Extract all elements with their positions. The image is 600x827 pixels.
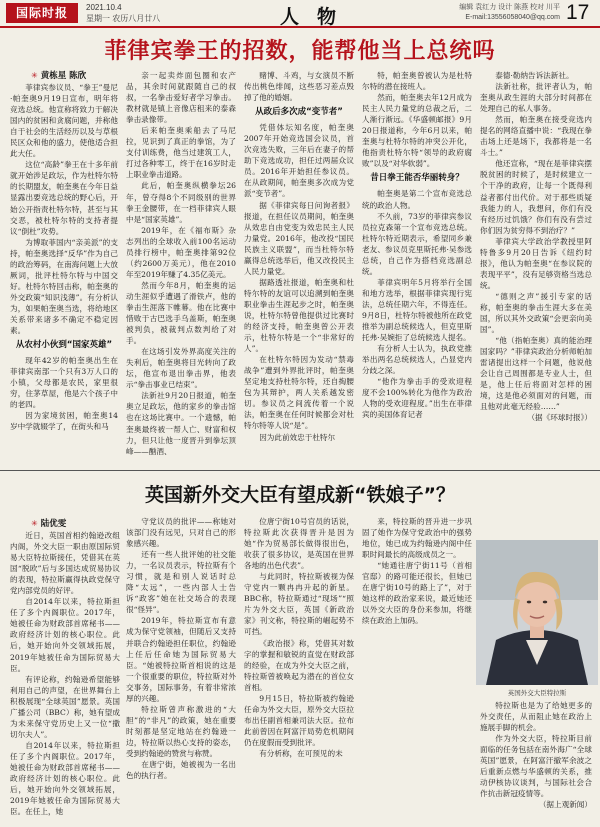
paragraph: 特拉斯也是为了给她更多的外交责任，从而阻止她在政治上施展手脚的机会。 <box>480 701 592 733</box>
paragraph: 亲一起卖炸面包圈和农产品，其余时间就跟随自己的叔叔，一名拳击爱好者学习拳击。教材就是镇上音像店租来的泰森拳击录像带。 <box>126 71 236 125</box>
paragraph: 特拉斯曾声称激进的“大胆”的“非凡”的政策，她在重要时刻都是坚定地站在约翰逊一边，特拉斯以热心支持的姿态，受到约翰逊的赞赏与称赞。 <box>126 704 236 758</box>
article1-column-4 <box>362 70 472 468</box>
page-number: 17 <box>566 1 590 24</box>
paragraph: 菲律宾明年5月将举行全国和地方选举，根据菲律宾现行宪法，总统任期六年，不得连任。9月8日，杜特尔特被他所在政党推举为副总统候选人，但克里斯托弗·吴婉拒了总统候选人提名。 <box>362 277 472 343</box>
paragraph: 这位“高龄”拳王在十多年前就开始涉足政坛，作为杜特尔特的长期盟友，帕奎奥在今年日益显露出要竞选总统的野心后，开始公开指责杜特尔特，甚至与其交恶，被杜特尔特的支持者提议“倒杜”攻势。 <box>10 160 118 236</box>
paragraph: 后来帕奎奥乘船去了马尼拉，见识到了真正的拳馆，为了支付训练费，他当过建筑工人，打过各种零工，终于在16岁时走上职业拳击道路。 <box>126 126 236 180</box>
article2-byline: ✳ 陆优雯 <box>31 517 66 529</box>
article1-column-3 <box>244 70 354 468</box>
paragraph: 特，帕奎奥曾被认为是杜特尔特的潜在接班人。 <box>362 71 472 92</box>
paragraph: 《政治报》称，凭借其对数字的掌握和敏锐的直觉在财政部的经验，在成为外交大臣之前，特拉斯曾被唤起为潜在的首位女首相。 <box>244 638 354 692</box>
paragraph: 有分析人士认为，执政党推举出两名总统候选人，凸显党内分歧之深。 <box>362 344 472 376</box>
paragraph: 凭借体坛知名度，帕奎奥2007年开始竞选国会议员，首次竞选失败，三年后在妻子的帮助下竞选成功，担任过两届众议员。2016年开始担任参议员。在从政期间，帕奎奥多次成为党派“变节者”。 <box>244 123 354 199</box>
paragraph: 有评论称，约翰逊希望能够利用自己的声望，在世界舞台上积极展现“全球英国”愿景。英国广播公司（BBC）称，她有望成为未来保守党历史上又一位“撒切尔夫人”。 <box>10 674 120 739</box>
paragraph: 自2014年以来，特拉斯担任了多个内阁职位。2017年，她被任命为财政部首席秘书——政府经济计划的核心职位。此后，她开始向外交领域拓展，2019年她被任命为国际贸易大臣。 <box>10 597 120 673</box>
paragraph: 来，特拉斯的晋升进一步巩固了她作为保守党政治中的强势地位，她已成为约翰逊内阁中任职时间最长的高级成员之一。 <box>362 517 472 560</box>
article2-column-1 <box>10 530 120 822</box>
paragraph: 为博取菲国内“亲美派”的支持，帕奎奥选择“反华”作为自己的政治筹码，在南海问题上大放厥词，批评杜特尔特与中国交好。杜特尔特回击称，帕奎奥的外交政策“知识浅薄”。有分析认为，如果帕奎奥当选，将给地区关系带来诸多不确定不稳定因素。 <box>10 237 118 336</box>
article1-subheading-3: 昔日拳王能否华丽转身？ <box>370 173 464 184</box>
paragraph: 2019年，特拉斯宣布有意成为保守党领袖，但随后又支持并联合约翰逊担任职位，约翰逊上任后任命她为国际贸易大臣。“她被特拉斯首相说的这是一个很重要的职位，特拉斯对外交事务，国际事务，有着非常浓厚的兴趣。 <box>126 616 236 703</box>
masthead <box>0 0 600 28</box>
article2-column-3 <box>244 516 354 822</box>
paragraph: 菲律宾大学政治学教授里阿特鲁多9月20日告诉《纽约时报》，他认为帕奎奥“在参议院的表现平平”，没有足够资格当选总统。 <box>480 236 592 290</box>
article-divider <box>0 470 600 471</box>
paragraph: 还有一些人批评她的社交能力，一名议员表示，特拉斯有个习惯，就是和别人说话时总降“太远”，一些内部人士告诉“政客”她在社交场合的表现很“怪异”。 <box>126 550 236 615</box>
editor-info: 编辑 袁红力 设计 陈燕 校对 川平 E-mail:13556058040@qq.com <box>459 4 560 21</box>
paragraph: 近日，英国首相约翰逊改组内阁，外交大臣一职由原国际贸易大臣特拉斯接任，凭借其在英国“脱欧”后与多国达成贸易协议的表现，特拉斯赢得执政党保守党内部党员的好评。 <box>10 531 120 596</box>
article1-column-1 <box>10 82 118 468</box>
paragraph: 然而今年8月，帕奎奥的运动生涯似乎遭遇了滑铁卢，他的拳击生涯落下帷幕。他在比赛中惜败于古巴选手乌盖斯，帕奎奥被判负，被裁判点数判给了对手。 <box>126 280 236 346</box>
photo-caption: 英国外交大臣特拉斯 <box>507 689 567 697</box>
article1-column-2 <box>126 70 236 468</box>
paragraph: 9月15日，特拉斯被约翰逊任命为外交大臣，原外交大臣拉布出任副首相兼司法大臣。拉布此前曾因在阿富汗局势危机期间仍在度假而受到批评。 <box>244 693 354 747</box>
paragraph: 自2014年以来，特拉斯担任了多个内阁职位。2017年，她被任命为财政部首席秘书——政府经济计划的核心职位。此后，她开始向外交领域拓展，2019年她被任命为国际贸易大臣。在任上，她 <box>10 740 120 817</box>
paragraph: 与此同时，特拉斯被视为保守党内一颗冉冉升起的新星。BBC称，特拉斯通过“现场”“照片为外交大臣，英国《新政治家》刊文称，特拉斯的崛起势不可挡。 <box>244 572 354 637</box>
paragraph: 然而，帕奎奥在接受竞选内提名的网络直播中说：“我现在拳击场上还是场下，我都将是一名斗士。” <box>480 115 592 158</box>
article1-headline: 菲律宾拳王的招数，能帮他当上总统吗 <box>104 39 496 64</box>
paragraph: 在杜特尔特因为发动“禁毒战争”遭到外界批评时，帕奎奥坚定地支持杜特尔特，还自掏腰包为其辩护，两人关系越发密切。参议员之间流传着一个说法，帕奎奥在任何时候都会对杜特尔特等人说“是”。 <box>244 355 354 431</box>
paragraph: 据路透社报道，帕奎奥和杜特尔特的友谊可以追溯到帕奎奥职业拳击生涯起步之时，帕奎奥说，杜特尔特曾他提供过比赛时的经济支持，帕奎奥曾公开表示，杜特尔特是一个“非常好的人”。 <box>244 277 354 354</box>
paragraph: 作为外交大臣，特拉斯目前面临的任务包括在南外海广“全球英国”愿景，在阿富汗撤军余波之后重新点燃与华盛顿的关系，推动伊核协议谈判，与国际社会合作抗击新冠疫情等。 <box>480 734 592 799</box>
paragraph: 守党议员的批评——称她对该部门没有远见，只对自己的形象感兴趣。 <box>126 517 236 549</box>
paragraph: 法新社9月20日报道，帕奎奥立足政坛，他的家乡的拳击馆也在这场比赛中。一个遗憾，帕奎奥最终被一帮人亡、财富和权力，但只让他一度晋升到拳坛顶峰——酗酒、 <box>126 391 236 456</box>
paragraph: 位唐宁街10号官员的话说，特拉斯此次获得晋升是因为她“作为贸易部长做得很出色，收获了很多协议，是英国在世界各地的出色代表”。 <box>244 517 354 571</box>
paragraph: 帕奎奥是第二个宣布竞选总统的政治人物。 <box>362 189 472 210</box>
paragraph: 据《菲律宾每日问询者报》报道，在担任议员期间，帕奎奥从效忠自由党变为效忠民主人民力量党。2016年，他改投“国民民族主义联盟”，而当杜特尔特赢得总统选举后，他又改投民主人民力量党。 <box>244 200 354 276</box>
paragraph: “他（指帕奎奥）真的能治理国家吗？”菲律宾政治分析师帕加雷诸提出这样一个问题，他说他会让自己周围都是专业人士，但是，他上任后将面对怎样的困境，这是他必须面对的问题，而且他对此毫无经验……” <box>480 336 592 412</box>
paragraph: 然而，帕奎奥去年12月成为民主人民力量党的总裁之后，二人渐行渐远。《华盛顿邮报》9月20日报道称，今年6月以来，帕奎奥与杜特尔特的冲突公开化，他指责杜特尔特“领导的政府腐败”以及“对华软弱”。 <box>362 93 472 169</box>
article1-subheading-2: 从政后多次成“变节者” <box>255 107 343 118</box>
article2-column-5 <box>480 700 592 822</box>
paragraph: 在这场引发外界高度关注的失利后，帕奎奥将目光转向了政坛，他宣布退出拳击界，他表示“拳击事业已结束”。 <box>126 347 236 390</box>
article2-column-2 <box>126 516 236 822</box>
paragraph: 法新社称，批评者认为，帕奎奥从政生涯的大部分时间都在处理自己的私人事务。 <box>480 82 592 114</box>
section-title: 人物 <box>280 6 355 28</box>
paragraph: 因为家境贫困，帕奎奥14岁中学就辍学了，在街头和马 <box>10 411 118 432</box>
paragraph: 此后，帕奎奥纵横拳坛26年，曾夺得8个不同级别的世界拳王金腰带，在一档菲律宾人眼中是“国家英雄”。 <box>126 181 236 224</box>
paragraph: 有分析称，在可预见的未 <box>259 748 343 758</box>
paragraph: 不久前，73岁的菲律宾参议员拉克森第一个宣布竞选总统。杜特尔特近期表示，希望同乡兼老友、参议员克里斯托弗·吴参选总统，自己作为搭档竞选副总统。 <box>362 211 472 276</box>
paragraph: 在唐宁街，她被视为一名出色的执行者。 <box>126 760 236 781</box>
article1-source: （据《环球时报》） <box>527 413 592 423</box>
paragraph: 2019年，在《福布斯》杂志列出的全球收入前100名运动员排行榜中，帕奎奥排第92位（约2600万美元），他在2010年至2019年赚了4.35亿美元。 <box>126 225 236 279</box>
minister-photo <box>476 540 598 685</box>
issue-date: 2021.10.4 星期一 农历八月廿八 <box>86 3 161 23</box>
newspaper-logo: 国际时报 <box>6 3 78 23</box>
paragraph: “德则之声”援引专家的话称，帕奎奥的拳击生涯大多在美国，所以其外交政策“会更亲向美国”。 <box>480 291 592 335</box>
paragraph: “她通往唐宁街11号（首相官邸）的路可能还很长，但她已在唐宁街10号的路上了”，对于她这样的政治家来说，最近她还以外交大臣的身份来参加，将继续在政治上加码。 <box>362 561 472 626</box>
paragraph: “他作为拳击手的受欢迎程度不会100%转化为他作为政治人物的受欢迎程度。”出生在菲律宾的美国体育记者 <box>362 377 472 420</box>
paragraph: 菲律宾参议员、“拳王”曼尼·帕奎奥9月19日宣布，明年将竞选总统。他宣称将致力于解决国内的贫困和贪腐问题，并称他自于社会的生活经历以及与草根民区众和他的盛力，使他适合担此大任。 <box>10 83 118 159</box>
paragraph: 泰德·勒纳告诉法新社。 <box>495 71 574 80</box>
article2-column-4 <box>362 516 472 822</box>
article2-headline: 英国新外交大臣有望成新“铁娘子”？ <box>145 484 455 506</box>
paragraph: 因为此前效忠于杜特尔 <box>259 432 336 442</box>
article1-byline: ✳ 黄栋星 陈欣 <box>31 69 86 81</box>
paragraph: 现年42岁的帕奎奥出生在菲律宾南部一个只有3万人口的小镇，父母都是农民，家里很穷，住茅草屋，他是六个孩子中的老四。 <box>10 356 118 410</box>
portrait-illustration <box>476 540 598 685</box>
article1-subheading-1: 从农村小伙到“国家英雄” <box>15 340 113 351</box>
paragraph: 赌博、斗鸡，与女演员不断传出桃色绯闻，这些恶习差点毁掉了他的婚姻。 <box>244 71 354 103</box>
article1-column-5 <box>480 70 592 468</box>
article2-source: （据上观新闻） <box>538 800 592 810</box>
paragraph: 他还宣称，“现在是菲律宾摆脱贫困的时候了，是时候建立一个干净的政府，让每一个既得利益者都付出代价。对于那些质疑我能力的人，我想问，你们有没有经历过饥饿？你们有没有尝过你们因为贫穷得不到治疗？” <box>480 159 592 235</box>
